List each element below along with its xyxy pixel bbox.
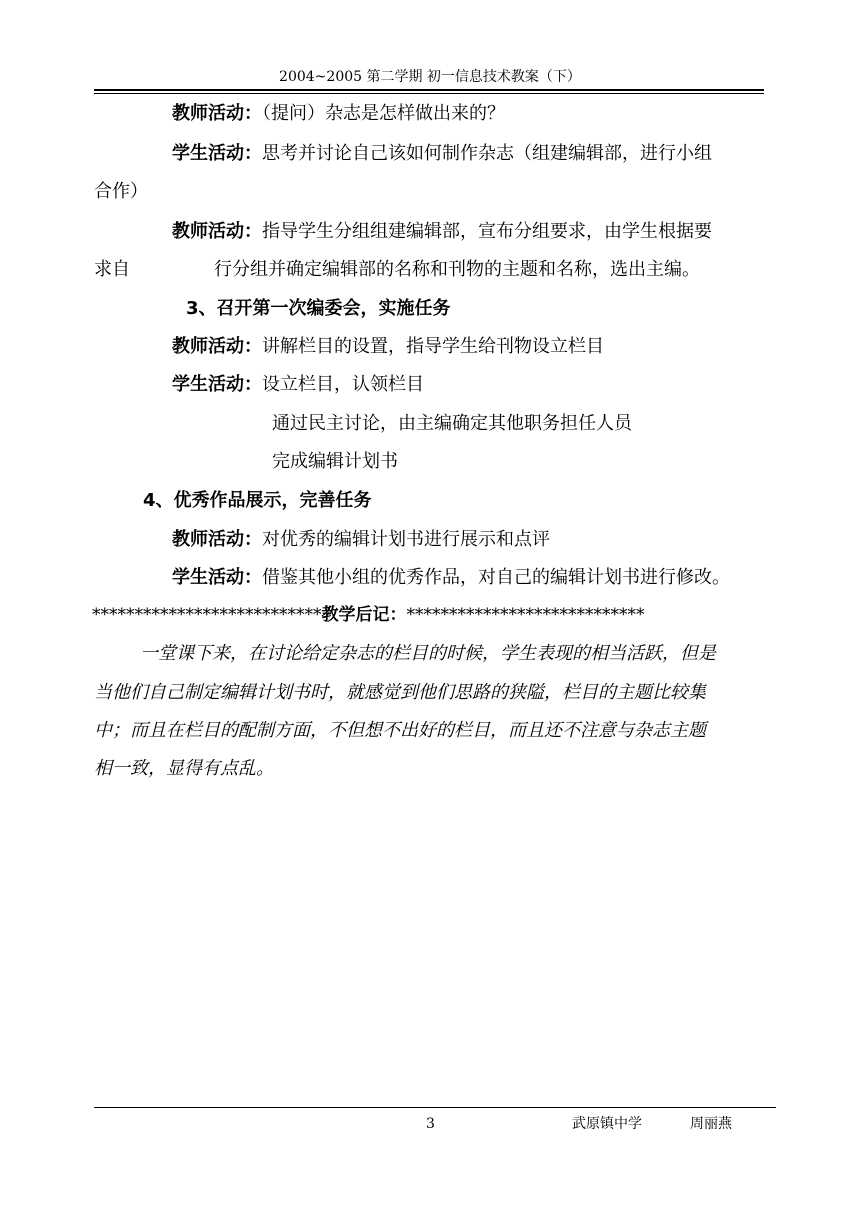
separator-stars-left: *************************** bbox=[92, 605, 322, 625]
teacher-activity-3 bbox=[172, 335, 604, 359]
activity-text: 思考并讨论自己该如何制作杂志（组建编辑部，进行小组 bbox=[262, 143, 712, 164]
activity-label: 教师活动： bbox=[172, 529, 262, 550]
teacher-activity-2 bbox=[172, 220, 712, 244]
student-activity-2-item-2: 完成编辑计划书 bbox=[272, 451, 398, 472]
footer-rule bbox=[94, 1107, 776, 1108]
teacher-activity-4 bbox=[172, 528, 550, 552]
reflection-line-2: 当他们自己制定编辑计划书时，就感觉到他们思路的狭隘，栏目的主题比较集 bbox=[94, 682, 706, 703]
section-heading-4: 4、优秀作品展示，完善任务 bbox=[143, 490, 372, 511]
activity-text: 设立栏目，认领栏目 bbox=[262, 374, 424, 395]
footer-school: 武原镇中学 bbox=[572, 1116, 642, 1132]
activity-label: 学生活动： bbox=[172, 374, 262, 395]
activity-label: 学生活动： bbox=[172, 567, 262, 588]
student-activity-2-item-1: 通过民主讨论，由主编确定其他职务担任人员 bbox=[272, 413, 632, 434]
activity-text: 指导学生分组组建编辑部，宣布分组要求，由学生根据要 bbox=[262, 221, 712, 242]
student-activity-3 bbox=[172, 566, 730, 590]
teacher-activity-2-continued-a: 求自 bbox=[94, 259, 130, 280]
reflection-separator bbox=[92, 603, 645, 627]
section-heading-3: 3、召开第一次编委会，实施任务 bbox=[186, 298, 451, 319]
student-activity-2 bbox=[172, 373, 424, 397]
activity-label: 教师活动： bbox=[172, 336, 262, 357]
separator-stars-right: **************************** bbox=[406, 605, 645, 625]
activity-text: （提问）杂志是怎样做出来的？ bbox=[262, 103, 505, 124]
teacher-activity-1 bbox=[172, 102, 505, 126]
page-number: 3 bbox=[426, 1116, 435, 1132]
reflection-line-4: 相一致，显得有点乱。 bbox=[94, 758, 274, 779]
teacher-activity-2-continued-b: 行分组并确定编辑部的名称和刊物的主题和名称，选出主编。 bbox=[214, 259, 700, 280]
header-rule-thin bbox=[94, 93, 764, 94]
activity-text: 对优秀的编辑计划书进行展示和点评 bbox=[262, 529, 550, 550]
reflection-line-1: 一堂课下来，在讨论给定杂志的栏目的时候，学生表现的相当活跃，但是 bbox=[140, 643, 716, 664]
student-activity-1 bbox=[172, 142, 712, 166]
activity-text: 借鉴其他小组的优秀作品，对自己的编辑计划书进行修改。 bbox=[262, 567, 730, 588]
header-rule-thick bbox=[94, 89, 764, 91]
activity-label: 教师活动： bbox=[172, 221, 262, 242]
activity-label: 教师活动： bbox=[172, 103, 262, 124]
page-header: 2004~2005 第二学期 初一信息技术教案（下） bbox=[279, 69, 581, 85]
footer-author: 周丽燕 bbox=[690, 1116, 732, 1132]
student-activity-1-continued: 合作） bbox=[94, 181, 148, 202]
activity-label: 学生活动： bbox=[172, 143, 262, 164]
reflection-title: 教学后记： bbox=[321, 605, 407, 625]
activity-text: 讲解栏目的设置，指导学生给刊物设立栏目 bbox=[262, 336, 604, 357]
reflection-line-3: 中；而且在栏目的配制方面，不但想不出好的栏目，而且还不注意与杂志主题 bbox=[94, 720, 706, 741]
